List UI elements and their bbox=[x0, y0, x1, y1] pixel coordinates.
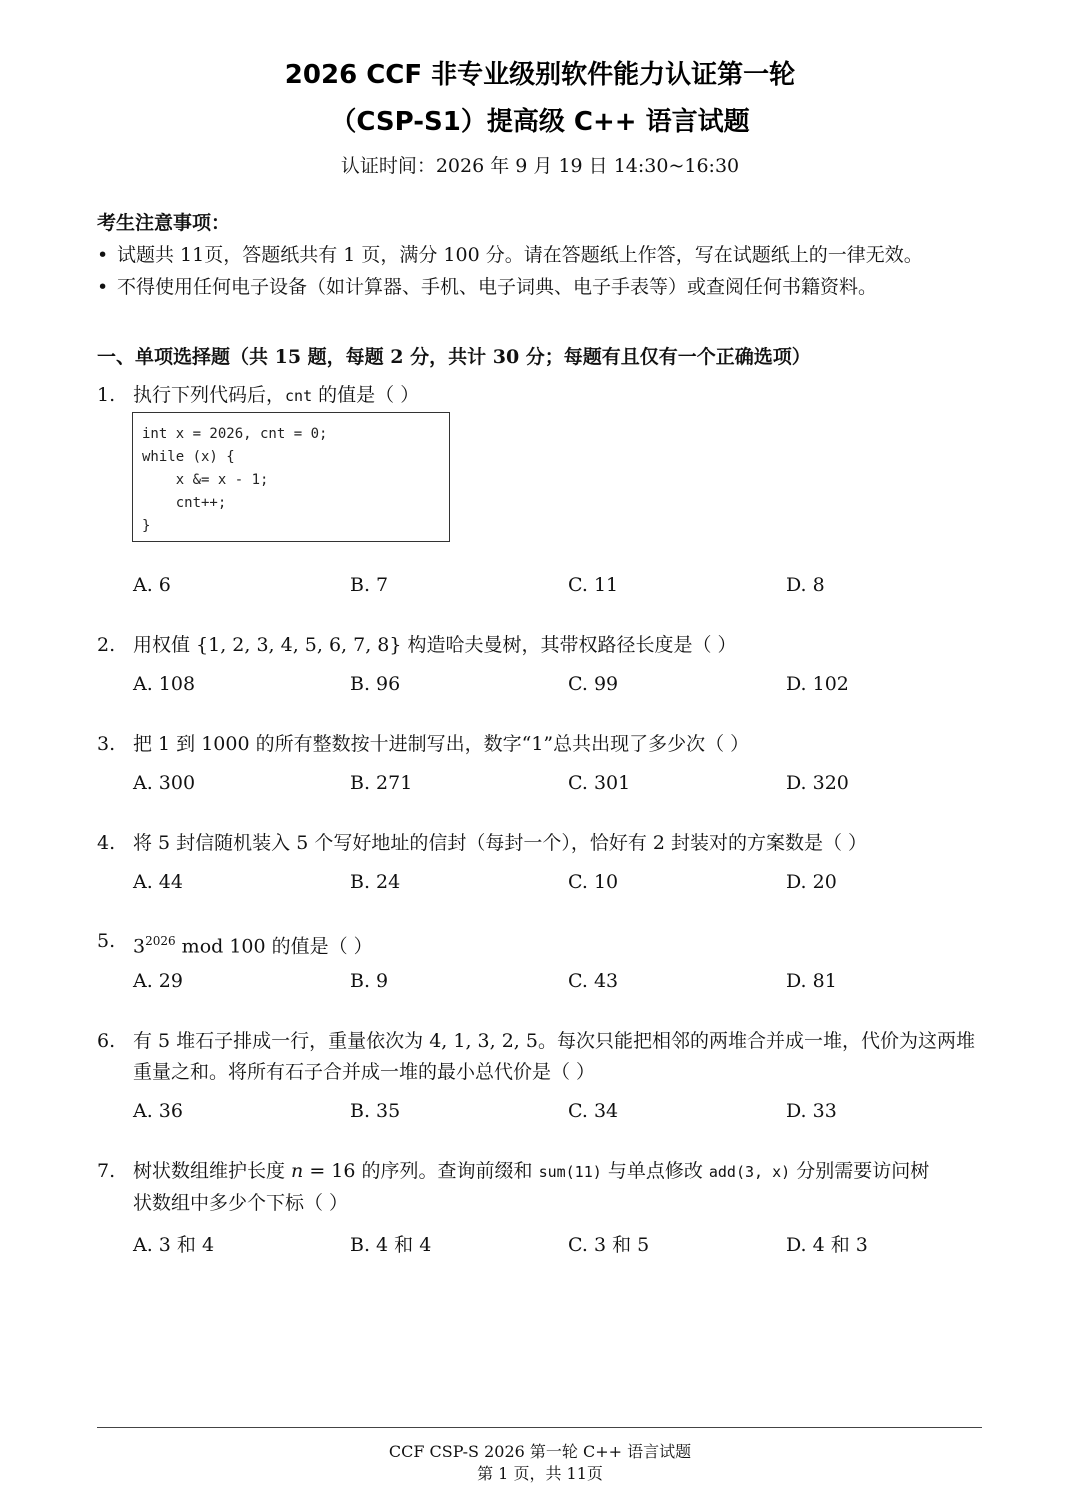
note-item bbox=[97, 272, 877, 299]
option-c[interactable]: C. 10 bbox=[568, 871, 619, 893]
note-item bbox=[97, 240, 923, 267]
option-c[interactable]: C. 43 bbox=[568, 970, 619, 992]
option-b[interactable]: B. 35 bbox=[350, 1100, 401, 1122]
options-row bbox=[133, 574, 993, 604]
question-stem: $3^{2026}$ mod 100 的值是（ ） bbox=[133, 934, 373, 958]
exam-title-line2: （CSP-S1）提高级 C++ 语言试题 bbox=[330, 107, 750, 137]
option-d[interactable]: D. 4 和 3 bbox=[786, 1234, 868, 1256]
option-c[interactable]: C. 3 和 5 bbox=[568, 1234, 650, 1256]
footer-divider bbox=[97, 1427, 982, 1428]
options-row bbox=[133, 1100, 993, 1130]
note-text: 不得使用任何电子设备（如计算器、手机、电子词典、电子手表等）或查阅任何书籍资料。 bbox=[117, 276, 878, 298]
question-number: 7. bbox=[97, 1160, 116, 1182]
notes-title: 考生注意事项： bbox=[97, 212, 231, 234]
exam-title-line1: 2026 CCF 非专业级别软件能力认证第一轮 bbox=[284, 60, 796, 90]
option-b[interactable]: B. 96 bbox=[350, 673, 401, 695]
question-stem: 有 5 堆石子排成一行，重量依次为 4, 1, 3, 2, 5。每次只能把相邻的两堆合并成一堆，代价为这两堆 重量之和。将所有石子合并成一堆的最小总代价是（ ） bbox=[133, 1030, 975, 1083]
question-3 bbox=[97, 729, 987, 760]
question-number: 1. bbox=[97, 384, 116, 406]
option-d[interactable]: D. 81 bbox=[786, 970, 837, 992]
option-c[interactable]: C. 301 bbox=[568, 772, 631, 794]
option-d[interactable]: D. 320 bbox=[786, 772, 849, 794]
option-b[interactable]: B. 9 bbox=[350, 970, 389, 992]
code-line: cnt++; bbox=[142, 495, 227, 511]
code-line: } bbox=[142, 518, 151, 534]
question-number: 2. bbox=[97, 634, 116, 656]
options-row bbox=[133, 673, 993, 703]
option-c[interactable]: C. 11 bbox=[568, 574, 619, 596]
code-line: int x = 2026, cnt = 0; bbox=[142, 426, 328, 442]
question-stem: 把 1 到 1000 的所有整数按十进制写出，数字“1”总共出现了多少次（ ） bbox=[133, 733, 750, 755]
question-4 bbox=[97, 828, 987, 859]
options-row bbox=[133, 772, 993, 802]
code-line: while (x) { bbox=[142, 449, 235, 465]
question-2 bbox=[97, 630, 987, 661]
inline-code: add(3, x) bbox=[708, 1163, 791, 1181]
exponent: 2026 bbox=[145, 934, 176, 948]
options-row bbox=[133, 871, 993, 901]
option-b[interactable]: B. 7 bbox=[350, 574, 389, 596]
section-title: 一、单项选择题（共 15 题，每题 2 分，共计 30 分；每题有且仅有一个正确选项） bbox=[97, 346, 811, 368]
option-c[interactable]: C. 34 bbox=[568, 1100, 619, 1122]
question-7 bbox=[97, 1156, 987, 1219]
code-block bbox=[132, 412, 450, 542]
question-number: 3. bbox=[97, 733, 116, 755]
option-a[interactable]: A. 108 bbox=[133, 673, 196, 695]
question-stem: 用权值 {1, 2, 3, 4, 5, 6, 7, 8} 构造哈夫曼树，其带权路径长度是（ ） bbox=[133, 634, 737, 656]
question-5 bbox=[97, 926, 987, 962]
inline-code: sum(11) bbox=[538, 1163, 602, 1181]
option-c[interactable]: C. 99 bbox=[568, 673, 619, 695]
options-row bbox=[133, 970, 993, 1000]
question-stem: 树状数组维护长度 n = 16 的序列。查询前缀和 sum(11) 与单点修改 add(3, x) 分别需要访问树 状数组中多少个下标（ ） bbox=[133, 1160, 930, 1214]
option-b[interactable]: B. 271 bbox=[350, 772, 413, 794]
option-b[interactable]: B. 4 和 4 bbox=[350, 1234, 432, 1256]
bullet-icon: • bbox=[97, 244, 109, 266]
option-d[interactable]: D. 102 bbox=[786, 673, 849, 695]
option-b[interactable]: B. 24 bbox=[350, 871, 401, 893]
page-number: 第 1 页，共 11页 bbox=[477, 1464, 603, 1483]
question-number: 6. bbox=[97, 1030, 116, 1052]
exam-time: 认证时间：2026 年 9 月 19 日 14:30~16:30 bbox=[340, 155, 740, 177]
option-a[interactable]: A. 44 bbox=[133, 871, 183, 893]
footer-title: CCF CSP-S 2026 第一轮 C++ 语言试题 bbox=[388, 1442, 692, 1461]
option-a[interactable]: A. 3 和 4 bbox=[133, 1234, 215, 1256]
option-a[interactable]: A. 300 bbox=[133, 772, 196, 794]
option-d[interactable]: D. 20 bbox=[786, 871, 837, 893]
question-6 bbox=[97, 1026, 987, 1088]
question-1 bbox=[97, 380, 987, 412]
option-a[interactable]: A. 36 bbox=[133, 1100, 183, 1122]
bullet-icon: • bbox=[97, 276, 109, 298]
option-a[interactable]: A. 29 bbox=[133, 970, 183, 992]
options-row bbox=[133, 1230, 993, 1260]
question-number: 4. bbox=[97, 832, 116, 854]
code-line: x &= x - 1; bbox=[142, 472, 269, 488]
option-a[interactable]: A. 6 bbox=[133, 574, 171, 596]
option-d[interactable]: D. 8 bbox=[786, 574, 825, 596]
option-d[interactable]: D. 33 bbox=[786, 1100, 837, 1122]
question-stem: 将 5 封信随机装入 5 个写好地址的信封（每封一个），恰好有 2 封装对的方案数是（ ） bbox=[133, 832, 868, 854]
question-stem: 执行下列代码后，cnt 的值是（ ） bbox=[133, 384, 420, 406]
question-number: 5. bbox=[97, 930, 116, 952]
math-variable: n bbox=[291, 1160, 304, 1182]
inline-code: cnt bbox=[285, 387, 313, 405]
note-text: 试题共 11页，答题纸共有 1 页，满分 100 分。请在答题纸上作答，写在试题纸上的一律无效。 bbox=[117, 244, 923, 266]
